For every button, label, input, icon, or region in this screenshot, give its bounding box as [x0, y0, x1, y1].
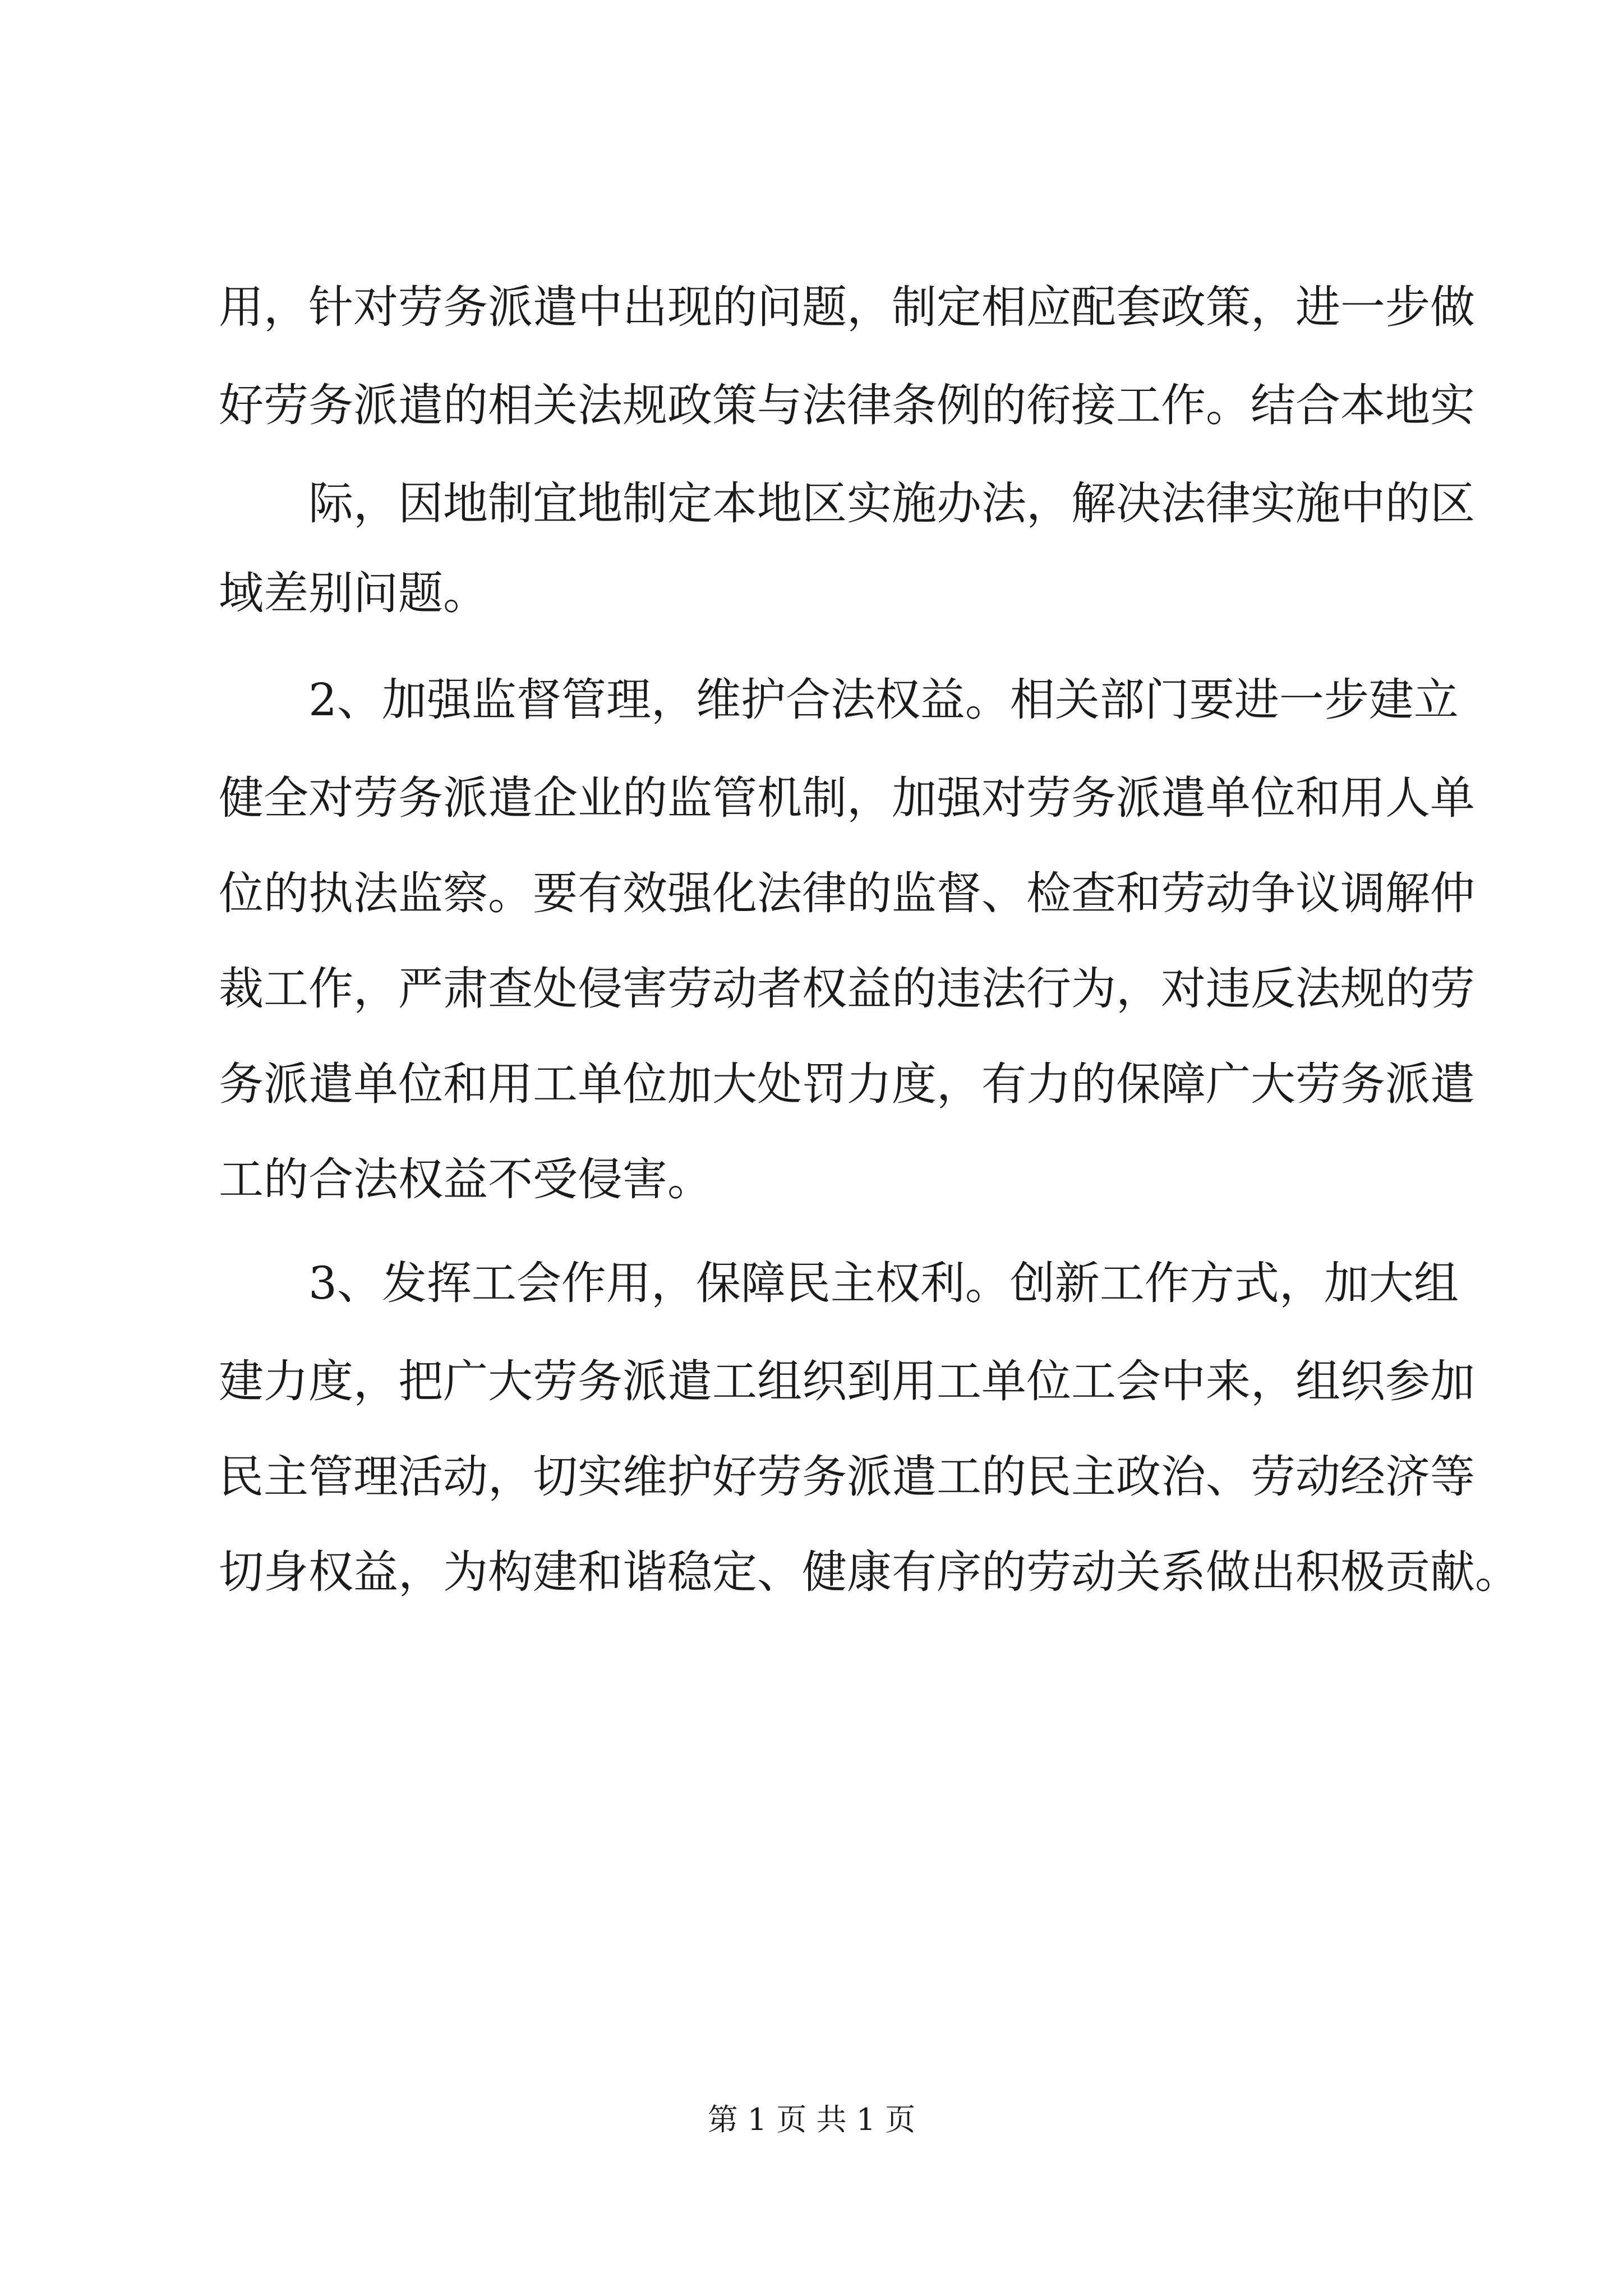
- text-line-7: 位的执法监察。要有效强化法律的监督、检查和劳动争议调解仲: [219, 867, 1475, 919]
- text-line-14: 切身权益，为构建和谐稳定、健康有序的劳动关系做出积极贡献。: [219, 1546, 1520, 1598]
- text-line-6: 健全对劳务派遣企业的监管机制，加强对劳务派遣单位和用人单: [219, 772, 1475, 824]
- text-line-4: 域差别问题。: [219, 567, 488, 619]
- text-line-12: 建力度，把广大劳务派遣工组织到用工单位工会中来，组织参加: [219, 1355, 1475, 1407]
- text-line-9: 务派遣单位和用工单位加大处罚力度，有力的保障广大劳务派遣: [219, 1058, 1475, 1110]
- text-line-13: 民主管理活动，切实维护好劳务派遣工的民主政治、劳动经济等: [219, 1451, 1475, 1503]
- text-line-3: 际，因地制宜地制定本地区实施办法，解决法律实施中的区: [308, 477, 1475, 530]
- text-line-5: 2、加强监督管理，维护合法权益。相关部门要进一步建立: [308, 674, 1459, 726]
- text-line-8: 裁工作，严肃查处侵害劳动者权益的违法行为，对违反法规的劳: [219, 963, 1475, 1015]
- text-line-2: 好劳务派遣的相关法规政策与法律条例的衔接工作。结合本地实: [219, 379, 1475, 431]
- page-footer: 第 1 页 共 1 页: [707, 2102, 916, 2137]
- text-line-1: 用，针对劳务派遣中出现的问题，制定相应配套政策，进一步做: [219, 281, 1475, 333]
- text-line-11: 3、发挥工会作用，保障民主权利。创新工作方式，加大组: [308, 1257, 1459, 1309]
- text-line-10: 工的合法权益不受侵害。: [219, 1153, 712, 1205]
